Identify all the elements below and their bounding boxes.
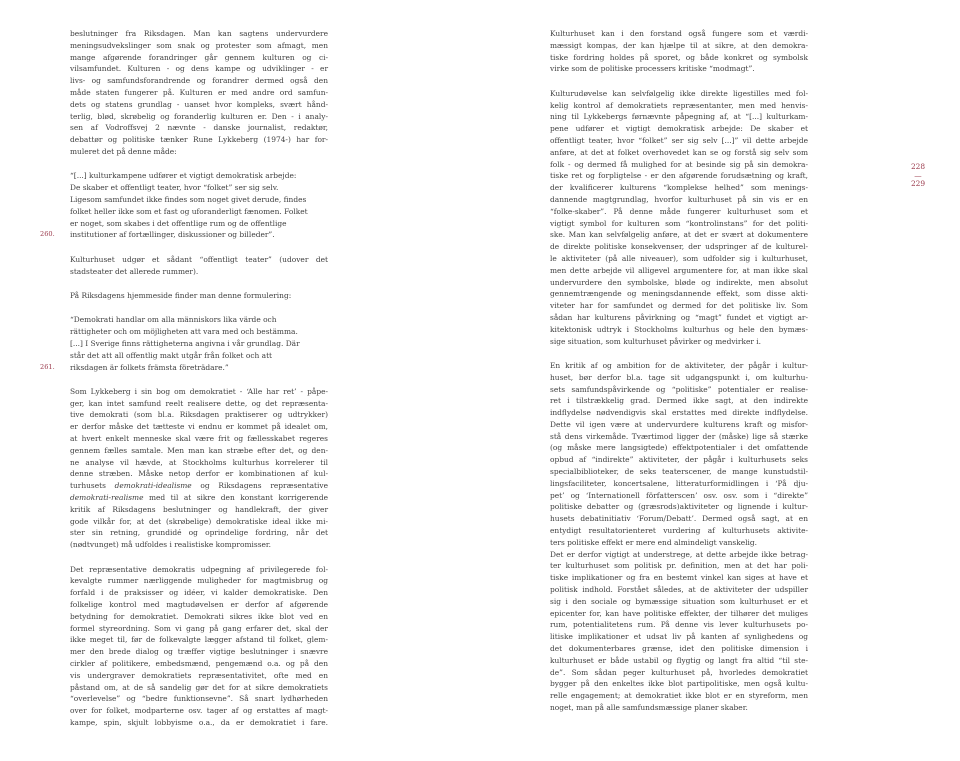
text-line: ikke meget til, før de folkevalgte lægger afstand til folket, glem- [70, 635, 328, 645]
text-line: opbud af “indirekte” aktiviteter, der pågår i kulturhusets seks [550, 455, 808, 465]
text-line: livs- og samfundsforandrende og forandrer dermed også den [70, 76, 328, 86]
text-line: (og måske mere langsigtede) effektpotentialer i det omfattende [550, 443, 808, 453]
text-line: ster sin retning, grundidé og oprindelige fordring, når det [70, 528, 328, 538]
page-numbers [906, 163, 930, 189]
text-line: riksdagen är folkets främsta företrädare.” 261. [40, 362, 229, 372]
text-line: folk - og dermed få mulighed for at besinde sig på sin demokra- [550, 159, 808, 169]
text-line: huset, bør derfor bl.a. tage sit udgangspunkt i, om kulturhu- [550, 372, 808, 382]
text-line: Dette vil igen være at undervurdere kulturens kraft og misfor- [550, 419, 808, 429]
text-line: En kritik af og ambition for de aktiviteter, der pågår i kultur- [550, 360, 808, 370]
text-line: mer den brede dialog og træffer vigtige beslutninger i snævre [70, 647, 328, 657]
text-line: Det er derfor vigtigt at understrege, at dette arbejde ikke betrag- [550, 549, 808, 559]
block-quote [40, 170, 328, 241]
text-line: vigtigt symbol for kulturen som “kontrolinstans” for det politi- [550, 218, 808, 228]
text-line: ret i tilstrækkelig grad. Dermed ikke sagt, at den indirekte [550, 396, 808, 406]
text-line: tive demokrati (som bl.a. Riksdagen praktiserer og udtrykker) [70, 410, 328, 420]
text-line: gennem fælles samtale. Men man kan stræbe efter det, og den- [70, 445, 328, 455]
text-line: “[...] kulturkampene udfører et vigtigt demokratisk arbejde: [70, 171, 297, 181]
text-line: mæssigt kompas, der kan hjælpe til at sikre, at den demokra- [550, 40, 808, 50]
text-line: [...] I Sverige finns rättigheterna angivna i vår grundlag. Där [70, 338, 300, 348]
text-line: På Riksdagens hjemmeside finder man denne formulering: [70, 290, 292, 300]
text-segment: turhusets [70, 481, 115, 491]
text-line: rum, potentialitetens rum. På denne vis lever kulturhusets po- [550, 620, 808, 630]
left-page-number: 228 [910, 162, 926, 171]
text-line: ske. Man kan selvfølgelig anføre, at det er svært at dokumentere [550, 230, 808, 240]
text-line: denne stræben. Måske netop derfor er kombinationen af kul- [70, 469, 328, 479]
paragraph [70, 564, 328, 729]
text-line: cirkler af politikere, embedsmænd, pengemænd o.a. og på den [70, 659, 328, 669]
text-line: tiske implikationer og fra en bestemt vinkel kan siges at have et [550, 573, 808, 583]
text-line: “Demokrati handlar om alla människors lika värde och [70, 315, 277, 325]
footnote-marker: 260. [40, 230, 55, 239]
text-line: le aktiviteter (på alle niveauer), som udfolder sig i kulturhuset, [550, 253, 808, 263]
text-line: muleret det på denne måde: [70, 146, 177, 156]
text-line: ne analyse vil hævde, at Stockholms kulturhus korrelerer til [70, 457, 328, 467]
text-line: gode vilkår for, at det (skrøbelige) demokratiske ideal ikke mi- [70, 516, 328, 526]
text-line: Ligesom samfundet ikke findes som noget givet derude, findes [70, 194, 307, 204]
text-line: bygger på den enkeltes ikke blot partipolitiske, men også kultu- [550, 679, 808, 689]
text-line: indflydelse nødvendigvis skal erstattes med direkte indflydelse. [550, 408, 808, 418]
text-line: sådan har kulturens påvirkning og “magt” fundet et vigtigt ar- [550, 312, 808, 322]
text-line: er derfor måske det tætteste vi endnu er kommet på idealet om, [70, 422, 328, 432]
paragraph [70, 290, 328, 302]
text-line: noget, man på alle samfundsmæssige planer skaber. [550, 703, 748, 713]
paragraph [70, 28, 328, 158]
text-line: sen af Vodroffsvej 2 nævnte - danske journalist, redaktør, [70, 123, 328, 133]
text-segment: og Riksdagens repræsentative [191, 481, 328, 491]
text-line: anføre, at det at folket overhovedet kan se og forstå sig selv som [550, 147, 808, 157]
paragraph [550, 28, 808, 75]
text-line: det dokumenterbares grænse, idet den politiske dimension i [550, 644, 808, 654]
text-line: litiske implikationer et udsat liv på kanten af synlighedens og [550, 632, 808, 642]
text-line: beslutninger fra Riksdagen. Man kan sagtens undervurdere [70, 29, 328, 38]
text-line: sige situation, som kulturhuset påvirker og medvirker i. [550, 336, 762, 346]
left-page-text [40, 28, 328, 741]
text-line: rättigheter och om möjligheten att vara med och bestämma. [70, 327, 298, 337]
text-line: politisk indhold. Forstået således, at de aktiviteter der udspiller [550, 585, 808, 595]
text-line: vis undergraver demokratiets repræsentativitet, ofte med en [70, 670, 328, 680]
text-line: “folke-skaber”. På denne måde fungerer kulturhuset som et [550, 206, 808, 216]
text-line: at hvert enkelt menneske skal være frit og fællesskabet regeres [70, 434, 328, 444]
text-line: ning til Lykkebergs førnævnte påpegning af, at “[...] kulturkam- [550, 112, 808, 122]
footnote-marker: 261. [40, 362, 55, 371]
text-line: måde staten fungerer på. Kulturen er med andre ord samfun- [70, 87, 328, 97]
text-line: entydigt resultatorienteret vurdering af kulturhusets aktivite- [550, 526, 808, 536]
text-line: stadsteater det allerede rummer). [70, 266, 199, 276]
text-line: kritik af Riksdagens beslutninger og handlekraft, der giver [70, 504, 328, 514]
text-line: meningsudvekslinger som snak og protester som afmagt, men [70, 40, 328, 50]
italic-term: demokrati-realisme [70, 493, 144, 503]
text-line: dannende magtgrundlag, hvorfor kulturhuset på sin vis er en [550, 194, 808, 204]
right-page-number: 229 [910, 179, 926, 188]
text-line: mange afgørende forandringer går gennem kulturen og ci- [70, 52, 328, 62]
text-line: men dette arbejde vil alligevel argumentere for, at man ikke skal [550, 265, 808, 275]
paragraph [70, 254, 328, 278]
block-quote [40, 314, 328, 373]
text-line: over for folket, modparterne osv. tager af og erstattes af magt- [70, 706, 328, 716]
text-line: institutioner af fortællinger, diskussioner og billeder”. 260. [40, 230, 275, 240]
text-line: relle engagement; at demokratiet ikke blot er en styreform, men [550, 691, 808, 701]
text-line [70, 492, 328, 504]
text-line: kevalgte rummer nærliggende muligheder for magtmisbrug og [70, 576, 328, 586]
text-line: Kulturhuset udgør et sådant “offentligt teater” (udover det [70, 254, 328, 264]
text-line: folkelige kontrol med magtudøvelsen er derfor af afgørende [70, 600, 328, 610]
text-line: står det att all offentlig makt utgår från folket och att [70, 350, 273, 360]
text-line: er noget, som skabes i det offentlige rum og de offentlige [70, 218, 287, 228]
text-line: ger, kan intet samfund reelt realisere dette, og det repræsenta- [70, 398, 328, 408]
text-line: pet’ og ‘Internationell författerscen’ osv. osv. som i “direkte” [550, 490, 808, 500]
text-line: stå dens virkemåde. Tværtimod ligger der (måske) lige så stærke [550, 431, 808, 441]
text-line: påstand om, at de så sandelig gør det for at sikre demokratiets [70, 682, 328, 692]
text-line: “overlevelse” og “bedre funktionsevne”. Så snart lydhørheden [70, 694, 328, 704]
italic-term: demokrati-idealisme [114, 481, 192, 491]
text-line: betydning for demokratiet. Demokrati sikres ikke blot ved en [70, 611, 328, 621]
text-line: lingsfaciliteter, koncertsalene, litteraturformidlingen i ‘På dju- [550, 478, 808, 488]
text-line: de direkte politiske konsekvenser, der udspringer af de kulturel- [550, 242, 808, 252]
text-line: De skaber et offentligt teater, hvor “folket” ser sig selv. [70, 183, 279, 193]
text-line: vilsamfundet. Kulturen - og dens kampe og udviklinger - er [70, 64, 328, 74]
text-line: husets debatinitiativ ‘Forum/Debatt’. Dermed også sagt, at en [550, 514, 808, 524]
text-line: debattør og politiske tænker Rune Lykkeberg (1974-) har for- [70, 135, 328, 145]
text-line: sig i den sociale og bymæssige situation som kulturhuset er et [550, 596, 808, 606]
text-line: ters politiske effekt er mere end almindeligt vanskelig. [550, 537, 758, 547]
text-line: de”. Som sådan peger kulturhuset på, hvorledes demokratiet [550, 667, 808, 677]
text-line: kelig kontrol af demokratiets repræsentanter, men med henvis- [550, 100, 808, 110]
text-line: pene udfører et vigtigt demokratisk arbejde: De skaber et [550, 124, 808, 134]
paragraph [550, 549, 808, 714]
text-line: forfald i de praksisser og idéer, vi kalder demokratiske. Den [70, 588, 328, 598]
text-line: tiske ret og forpligtelse - er den afgørende forudsætning og kraft, [550, 171, 808, 181]
text-line: formel styreordning. Som vi gang på gang erfarer det, skal der [70, 623, 328, 633]
text-line: virke som de politiske processers kritiske “modmagt”. [550, 64, 755, 74]
text-segment: med til at sikre den konstant korrigerende [143, 493, 328, 503]
text-line: offentligt teater, hvor “folket” ser sig selv [...]” vil dette arbejde [550, 135, 808, 145]
text-line: kampe, spin, skjult lobbyisme o.a., da er demokratiet i fare. [70, 718, 328, 727]
right-page-text [550, 28, 808, 726]
text-line: tiske fordring holdes på sporet, og både konkret og symbolsk [550, 52, 808, 62]
page-number-separator: — [914, 170, 922, 180]
text-line: Kulturudøvelse kan selvfølgelig ikke direkte ligestilles med fol- [550, 88, 808, 98]
text-line: Kulturhuset kan i den forstand også fungere som et værdi- [550, 29, 808, 38]
text-line: (nødtvunget) må udfoldes i realistiske kompromisser. [70, 540, 272, 550]
text-line: der kvalificerer kulturens “komplekse helhed” som menings- [550, 183, 808, 193]
paragraph [550, 360, 808, 549]
text-line: dets og statens grundlag - uanset hvor kompleks, svært hånd- [70, 99, 328, 109]
text-line: gennemtrængende og meningsdannende effekt, som disse akti- [550, 289, 808, 299]
text-line: kulturhuset er både ustabil og flygtig og langt fra altid “til ste- [550, 655, 808, 665]
text-line [70, 480, 328, 492]
text-line: Det repræsentative demokratis udpegning af privilegerede fol- [70, 564, 328, 574]
text-line: ter kulturhuset som politisk pr. definition, men at det har poli- [550, 561, 808, 571]
text-line: specialbiblioteker, de seks teaterscener, de mange kunstudstil- [550, 467, 808, 477]
text-line: kitektonisk udtryk i Stockholms kulturhus og hele den bymæs- [550, 324, 808, 334]
text-line: Som Lykkeberg i sin bog om demokratiet - ‘Alle har ret’ - påpe- [70, 386, 328, 396]
text-line: sets samfundspåvirkende og “politiske” potentialer er realise- [550, 384, 808, 394]
paragraph [70, 386, 328, 551]
text-line: folket heller ikke som et fast og uforanderligt fænomen. Folket [70, 206, 308, 216]
text-line: terlig, blød, skrøbelig og foranderlig kulturen er. Den - i analy- [70, 111, 328, 121]
text-line: viteter har for samfundet og dermed for det politiske liv. Som [550, 301, 808, 311]
text-line: politiske debatter og (græsrods)aktiviteter og lignende i kultur- [550, 502, 808, 512]
paragraph [550, 88, 808, 348]
text-line: epicenter for, kan have politiske effekter, der tilhører det muliges [550, 608, 808, 618]
text-line: undervurdere den symbolske, bløde og indirekte, men absolut [550, 277, 808, 287]
